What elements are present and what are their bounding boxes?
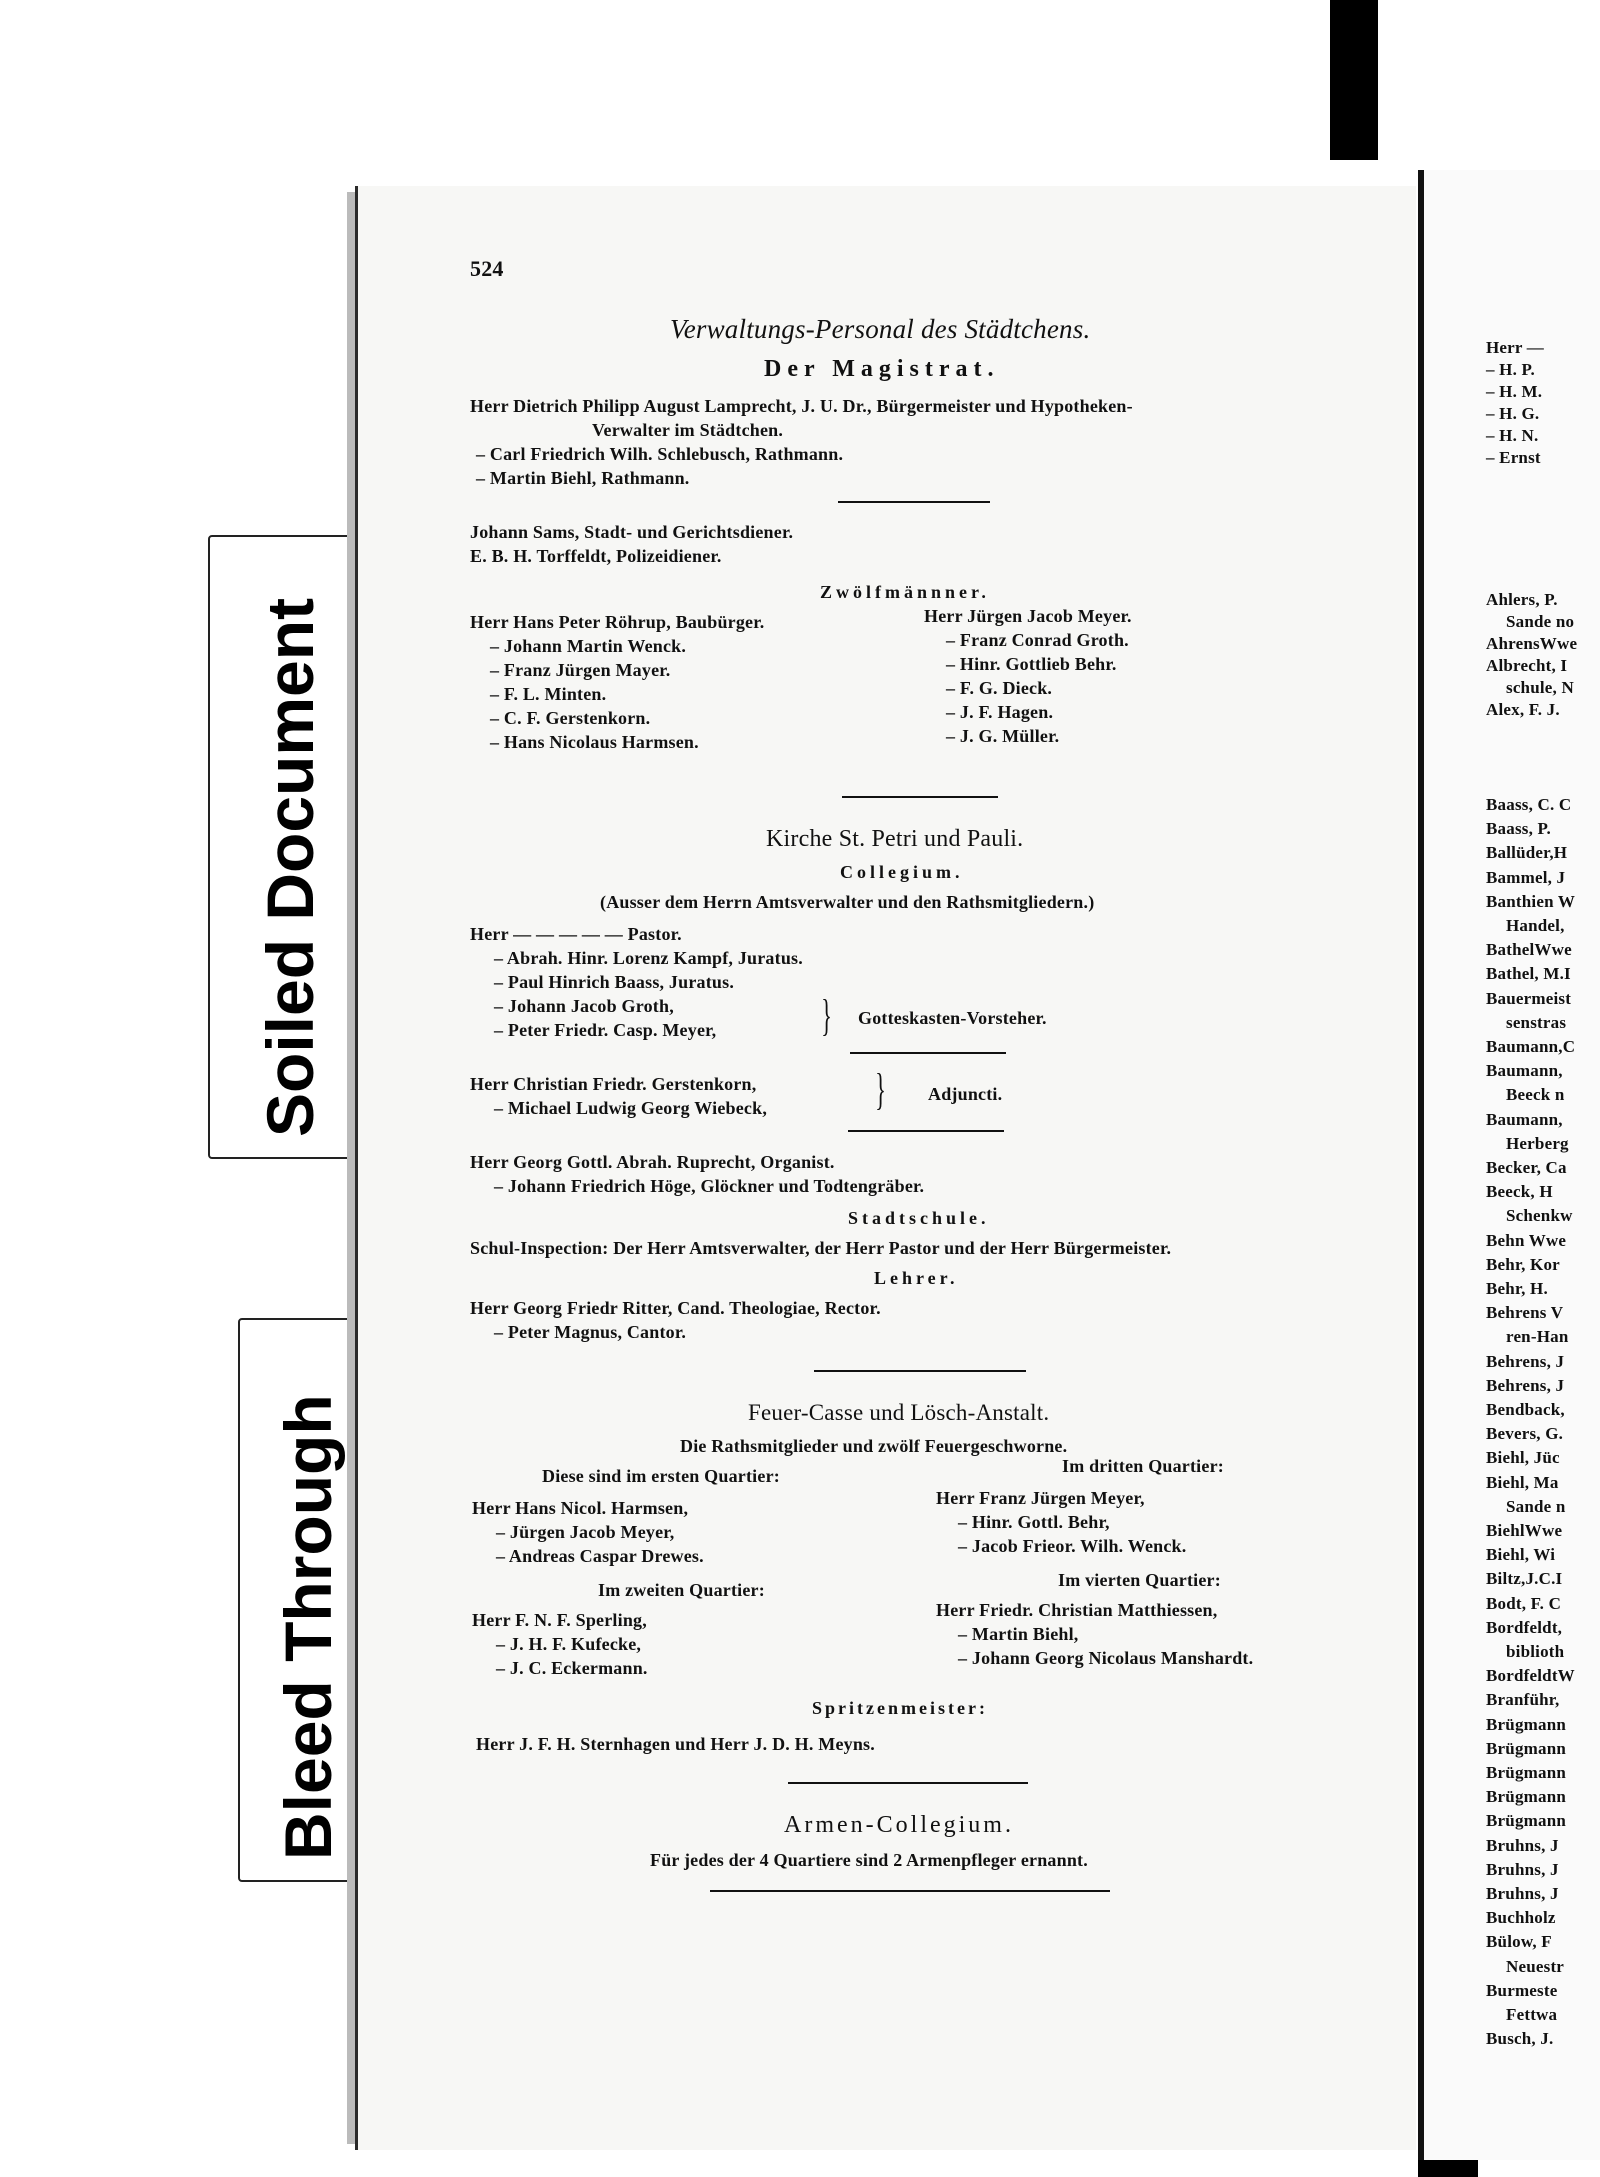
divider <box>850 1052 1006 1054</box>
spritzen-heading: Spritzenmeister: <box>812 1698 988 1718</box>
adjacent-entry: Baumann,C <box>1486 1037 1576 1056</box>
adjacent-entry: Alex, F. J. <box>1486 700 1560 719</box>
adjacent-entry: Behrens, J <box>1486 1351 1565 1371</box>
document-page <box>355 186 1416 2150</box>
divider <box>814 1370 1026 1372</box>
adjacent-entry: Bathel, M.I <box>1486 964 1571 984</box>
quartier-4-line-1: Herr Friedr. Christian Matthiessen, <box>936 1600 1218 1620</box>
adjacent-entry: Busch, J. <box>1486 2029 1554 2049</box>
adjacent-entry: schule, N <box>1506 678 1574 697</box>
adjacent-entry: – H. P. <box>1486 360 1535 379</box>
adjacent-entry: Herberg <box>1506 1133 1569 1153</box>
quartier-1-heading: Diese sind im ersten Quartier: <box>542 1466 780 1486</box>
adjacent-entry: Albrecht, I <box>1486 656 1568 675</box>
adjacent-entry: Behrens, J <box>1486 1375 1565 1395</box>
adjacent-entry: Baumann, <box>1486 1109 1563 1129</box>
quartier-2-heading: Im zweiten Quartier: <box>598 1580 765 1600</box>
adjacent-entry: Schenkw <box>1506 1206 1573 1226</box>
zwoelf-left-4: – F. L. Minten. <box>490 684 607 704</box>
adjacent-entry: Buchholz <box>1486 1908 1556 1928</box>
adjacent-entry: BathelWwe <box>1486 940 1572 960</box>
adjacent-entry: Bodt, F. C <box>1486 1593 1562 1613</box>
adjacent-entry: Bendback, <box>1486 1400 1565 1419</box>
magistrat-line-4: – Martin Biehl, Rathmann. <box>476 468 690 488</box>
zwoelf-left-1: Herr Hans Peter Röhrup, Baubürger. <box>470 612 765 632</box>
adjunct-line-1: Herr Christian Friedr. Gerstenkorn, <box>470 1074 757 1094</box>
organist-line: Herr Georg Gottl. Abrah. Ruprecht, Organist. <box>470 1152 835 1172</box>
adjacent-entry: senstras <box>1506 1012 1567 1032</box>
adjacent-entry: Bruhns, J <box>1486 1835 1559 1855</box>
adjacent-entry: Herr — <box>1486 338 1545 357</box>
quartier-4-heading: Im vierten Quartier: <box>1058 1570 1221 1590</box>
adjacent-entry: Burmeste <box>1486 1980 1558 2000</box>
adjacent-entry: Branführ, <box>1486 1690 1560 1710</box>
adjacent-entry: Ballüder,H <box>1486 843 1568 863</box>
adjacent-entry: Brügmann <box>1486 1738 1567 1758</box>
schul-inspection: Schul-Inspection: Der Herr Amtsverwalter, der Herr Pastor und der Herr Bürgermeister. <box>470 1238 1172 1258</box>
adjacent-entry: Bammel, J <box>1486 867 1566 887</box>
adjacent-entry: Bauermeist <box>1486 988 1572 1008</box>
spritzen-line: Herr J. F. H. Sternhagen und Herr J. D. H. Meyns. <box>476 1734 875 1754</box>
adjuncti-label: Adjuncti. <box>928 1084 1003 1104</box>
adjacent-entry: Bevers, G. <box>1486 1424 1564 1444</box>
adjacent-entry: Brügmann <box>1486 1763 1567 1782</box>
adjacent-entry: Brügmann <box>1486 1714 1567 1734</box>
zwoelf-right-4: – F. G. Dieck. <box>946 678 1053 698</box>
adjacent-entry: Fettwa <box>1506 2005 1558 2024</box>
quartier-3-line-3: – Jacob Frieor. Wilh. Wenck. <box>958 1536 1187 1556</box>
adjacent-entry: BordfeldtW <box>1486 1666 1575 1686</box>
lehrer-line-2: – Peter Magnus, Cantor. <box>494 1322 687 1342</box>
adjacent-page <box>1418 170 1600 2160</box>
adjacent-entry: Beeck n <box>1506 1085 1565 1105</box>
zwoelf-left-3: – Franz Jürgen Mayer. <box>490 660 671 680</box>
feuer-heading: Feuer-Casse und Lösch-Anstalt. <box>748 1400 1050 1425</box>
divider <box>838 501 990 503</box>
zwoelf-right-1: Herr Jürgen Jacob Meyer. <box>924 606 1132 626</box>
schule-heading: Stadtschule. <box>848 1208 990 1228</box>
quartier-2-line-1: Herr F. N. F. Sperling, <box>472 1610 647 1630</box>
diener-line-1: Johann Sams, Stadt- und Gerichtsdiener. <box>470 522 794 542</box>
kirche-pastor: Herr — — — — — Pastor. <box>470 924 682 944</box>
adjacent-entry: – H. M. <box>1486 382 1543 401</box>
quartier-4-line-3: – Johann Georg Nicolaus Manshardt. <box>958 1648 1254 1668</box>
bleed-through-tab[interactable] <box>238 1318 370 1882</box>
zwoelf-left-6: – Hans Nicolaus Harmsen. <box>490 732 699 752</box>
zwoelf-left-2: – Johann Martin Wenck. <box>490 636 687 656</box>
zwoelf-left-5: – C. F. Gerstenkorn. <box>490 708 651 728</box>
adjacent-entry: – Ernst <box>1486 448 1541 467</box>
adjacent-entry: BiehlWwe <box>1486 1521 1563 1540</box>
divider <box>848 1130 1004 1132</box>
adjunct-line-2: – Michael Ludwig Georg Wiebeck, <box>494 1098 768 1118</box>
zwoelf-right-3: – Hinr. Gottlieb Behr. <box>946 654 1117 674</box>
page-title: Verwaltungs-Personal des Städtchens. <box>670 314 1091 344</box>
gotteskasten-label: Gotteskasten-Vorsteher. <box>858 1008 1047 1028</box>
adjacent-entry: Bruhns, J <box>1486 1884 1559 1903</box>
kirche-heading: Kirche St. Petri und Pauli. <box>766 826 1024 852</box>
quartier-2-line-3: – J. C. Eckermann. <box>496 1658 648 1678</box>
zwoelf-right-6: – J. G. Müller. <box>946 726 1060 746</box>
quartier-1-line-3: – Andreas Caspar Drewes. <box>496 1546 704 1566</box>
adjacent-entry: Bruhns, J <box>1486 1859 1559 1879</box>
kirche-line-1: – Abrah. Hinr. Lorenz Kampf, Juratus. <box>494 948 803 968</box>
soiled-document-tab[interactable] <box>208 535 372 1159</box>
adjacent-entry: Sande no <box>1506 612 1575 631</box>
magistrat-heading: Der Magistrat. <box>764 356 1000 382</box>
kirche-line-4: – Peter Friedr. Casp. Meyer, <box>494 1020 717 1040</box>
adjacent-entry: AhrensWwe <box>1486 634 1578 653</box>
magistrat-line-3: – Carl Friedrich Wilh. Schlebusch, Rathmann. <box>476 444 844 464</box>
adjacent-entry: Neuestr <box>1506 1956 1565 1976</box>
adjacent-entry: Bülow, F <box>1486 1932 1552 1952</box>
kirche-collegium: Collegium. <box>840 862 964 882</box>
adjacent-entry: ren-Han <box>1506 1327 1569 1347</box>
magistrat-line-1: Herr Dietrich Philipp August Lamprecht, J. U. Dr., Bürgermeister und Hypotheken- <box>470 396 1133 416</box>
adjacent-entry: Baumann, <box>1486 1061 1563 1081</box>
adjacent-entry: Biltz,J.C.I <box>1486 1569 1563 1589</box>
brace: } <box>875 1065 886 1114</box>
gloeckner-line: – Johann Friedrich Höge, Glöckner und Todtengräber. <box>494 1176 925 1196</box>
adjacent-entry: Handel, <box>1506 916 1565 935</box>
diener-line-2: E. B. H. Torffeldt, Polizeidiener. <box>470 546 722 566</box>
adjacent-entry: – H. N. <box>1486 426 1539 445</box>
adjacent-entry: Ahlers, P. <box>1486 590 1558 609</box>
adjacent-entry: Baass, C. C <box>1486 795 1572 814</box>
adjacent-entry: Baass, P. <box>1486 819 1551 839</box>
soiled-document-label: Soiled Document <box>253 597 327 1137</box>
adjacent-entry: Behr, Kor <box>1486 1254 1560 1274</box>
quartier-1-line-2: – Jürgen Jacob Meyer, <box>496 1522 675 1542</box>
adjacent-entry: Behr, H. <box>1486 1279 1548 1298</box>
quartier-2-line-2: – J. H. F. Kufecke, <box>496 1634 642 1654</box>
zwoelf-right-5: – J. F. Hagen. <box>946 702 1054 722</box>
adjacent-entry: Becker, Ca <box>1486 1158 1567 1177</box>
adjacent-entry: Biehl, Jüc <box>1486 1448 1560 1468</box>
adjacent-entry: – H. G. <box>1486 404 1540 423</box>
scan-border-top <box>1330 0 1378 160</box>
kirche-note: (Ausser dem Herrn Amtsverwalter und den Rathsmitgliedern.) <box>600 892 1095 912</box>
divider <box>842 796 998 798</box>
adjacent-entry: Beeck, H <box>1486 1182 1553 1202</box>
quartier-1-line-1: Herr Hans Nicol. Harmsen, <box>472 1498 689 1518</box>
kirche-line-2: – Paul Hinrich Baass, Juratus. <box>494 972 735 992</box>
lehrer-line-1: Herr Georg Friedr Ritter, Cand. Theologiae, Rector. <box>470 1298 881 1318</box>
adjacent-entry: Banthien W <box>1486 891 1576 911</box>
quartier-3-heading: Im dritten Quartier: <box>1062 1456 1224 1476</box>
feuer-sub: Die Rathsmitglieder und zwölf Feuergeschworne. <box>680 1436 1068 1456</box>
quartier-3-line-1: Herr Franz Jürgen Meyer, <box>936 1488 1145 1508</box>
adjacent-entry: Brügmann <box>1486 1787 1567 1807</box>
divider <box>788 1782 1028 1784</box>
adjacent-entry: Bordfeldt, <box>1486 1617 1563 1637</box>
quartier-3-line-2: – Hinr. Gottl. Behr, <box>958 1512 1110 1532</box>
brace: } <box>821 991 832 1040</box>
quartier-4-line-2: – Martin Biehl, <box>958 1624 1079 1644</box>
page-number: 524 <box>470 256 504 281</box>
lehrer-heading: Lehrer. <box>874 1268 959 1288</box>
adjacent-entry: Behrens V <box>1486 1303 1564 1323</box>
adjacent-entry: Biehl, Wi <box>1486 1545 1556 1565</box>
magistrat-line-2: Verwalter im Städtchen. <box>592 420 784 440</box>
adjacent-entry: Sande n <box>1506 1496 1566 1516</box>
armen-line: Für jedes der 4 Quartiere sind 2 Armenpfleger ernannt. <box>650 1850 1088 1870</box>
adjacent-entry: biblioth <box>1506 1642 1565 1661</box>
adjacent-entry: Brügmann <box>1486 1811 1567 1831</box>
zwoelf-right-2: – Franz Conrad Groth. <box>946 630 1129 650</box>
kirche-line-3: – Johann Jacob Groth, <box>494 996 674 1016</box>
adjacent-entry: Behn Wwe <box>1486 1230 1567 1250</box>
armen-heading: Armen-Collegium. <box>784 1812 1014 1838</box>
adjacent-entry: Biehl, Ma <box>1486 1472 1559 1492</box>
divider <box>710 1890 1110 1892</box>
zwoelf-heading: Zwölfmännner. <box>820 582 990 602</box>
bleed-through-label: Bleed Through <box>271 1394 345 1860</box>
